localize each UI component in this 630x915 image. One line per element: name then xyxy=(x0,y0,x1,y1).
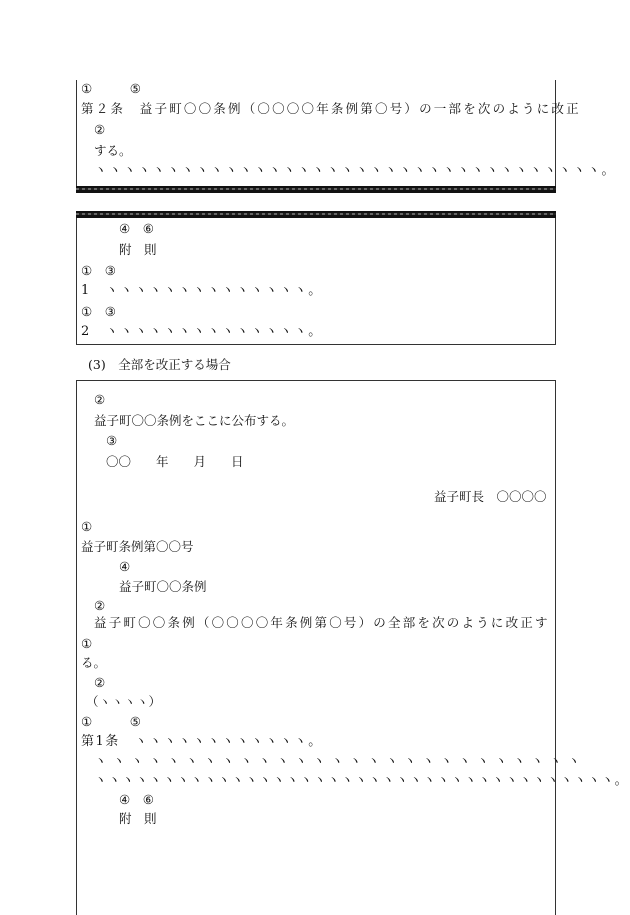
annotation-marks: ① ③ xyxy=(81,263,116,278)
article-1-text: 第1条 ヽヽヽヽヽヽヽヽヽヽヽヽ。 xyxy=(81,734,323,749)
continuation-text: る。 xyxy=(81,655,107,670)
supplementary-heading: 附 則 xyxy=(119,242,157,257)
annotation-marks: ① ⑤ xyxy=(81,81,141,96)
annotation-mark: ② xyxy=(94,675,106,690)
annotation-mark: ④ xyxy=(119,559,131,574)
article-2-text: 第２条 益子町〇〇条例（〇〇〇〇年条例第〇号）の一部を次のように改正 xyxy=(81,101,581,116)
placeholder-ticks: ヽヽヽヽヽヽヽヽヽヽヽヽヽヽヽヽヽヽヽヽヽヽヽヽヽヽヽヽヽヽヽヽヽヽヽ。 xyxy=(94,163,617,178)
box-article2-wavy-border xyxy=(76,186,556,193)
article-caption: （ヽヽヽヽ） xyxy=(86,694,162,709)
annotation-mark: ② xyxy=(94,122,106,137)
ordinance-number: 益子町条例第〇〇号 xyxy=(81,539,194,554)
promulgation-text: 益子町〇〇条例をここに公布する。 xyxy=(94,413,295,428)
supplementary-heading: 附 則 xyxy=(119,811,157,826)
annotation-mark: ② xyxy=(94,392,106,407)
amendment-text: 益子町〇〇条例（〇〇〇〇年条例第〇号）の全部を次のように改正す xyxy=(94,615,550,630)
annotation-mark: ③ xyxy=(106,433,118,448)
section-heading: (3) 全部を改正する場合 xyxy=(88,357,231,372)
placeholder-ticks: ヽヽヽヽヽヽヽヽヽヽヽヽヽヽヽヽヽヽヽヽヽヽヽヽヽヽヽ xyxy=(94,754,586,769)
mayor-signature: 益子町長 〇〇〇〇 xyxy=(434,489,547,504)
placeholder-ticks: ヽヽヽヽヽヽヽヽヽヽヽヽヽヽヽヽヽヽヽヽヽヽヽヽヽヽヽヽヽヽヽヽヽヽヽヽヽヽ。 xyxy=(94,773,629,788)
supplementary-item-1: 1 ヽヽヽヽヽヽヽヽヽヽヽヽヽヽ。 xyxy=(81,283,323,298)
supplementary-item-2: 2 ヽヽヽヽヽヽヽヽヽヽヽヽヽヽ。 xyxy=(81,324,323,339)
box-supplementary-wavy-border xyxy=(76,211,556,218)
annotation-marks: ④ ⑥ xyxy=(119,221,154,236)
annotation-marks: ① ③ xyxy=(81,304,116,319)
annotation-mark: ① xyxy=(81,519,93,534)
annotation-mark: ② xyxy=(94,598,106,613)
annotation-marks: ① ⑤ xyxy=(81,714,141,729)
annotation-marks: ④ ⑥ xyxy=(119,792,154,807)
annotation-mark: ① xyxy=(81,636,93,651)
promulgation-date: 〇〇 年 月 日 xyxy=(106,454,244,469)
ordinance-title: 益子町〇〇条例 xyxy=(119,579,207,594)
continuation-text: する。 xyxy=(94,143,132,158)
